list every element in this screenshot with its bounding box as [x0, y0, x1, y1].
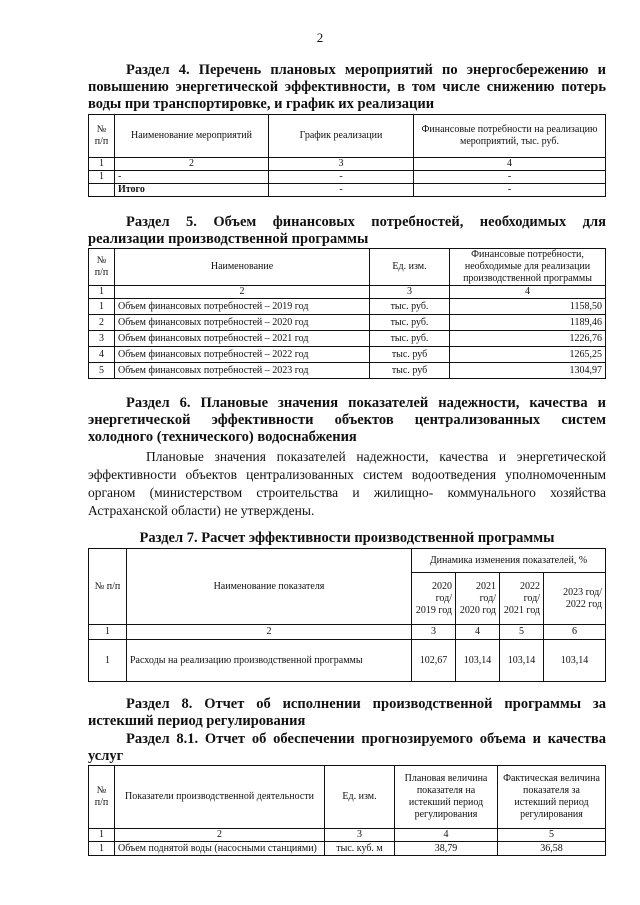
table-cell: 5 — [500, 625, 544, 640]
table-cell: 103,14 — [500, 640, 544, 682]
table-cell: 1 — [89, 640, 127, 682]
table-cell: тыс. руб. — [370, 331, 450, 347]
table-cell: 1 — [89, 625, 127, 640]
table-row — [89, 299, 606, 315]
table-cell: 6 — [544, 625, 606, 640]
table-cell: 4 — [450, 286, 606, 299]
header-cell: № п/п — [89, 249, 115, 286]
table-cell: 103,14 — [456, 640, 500, 682]
section-6-paragraph — [88, 448, 606, 520]
total-label: Итого — [115, 184, 269, 197]
table-cell: Объем финансовых потребностей – 2021 год — [115, 331, 370, 347]
header-cell: График реализации — [269, 115, 414, 158]
table-cell: 4 — [395, 829, 498, 842]
table-row — [89, 286, 606, 299]
table-cell: 1226,76 — [450, 331, 606, 347]
table-row — [89, 829, 606, 842]
header-cell: Ед. изм. — [370, 249, 450, 286]
table-cell: 1 — [89, 842, 115, 856]
section-6-title — [88, 395, 606, 446]
table-cell: 1304,97 — [450, 363, 606, 379]
section-6-title-line-1: Раздел 6. Плановые значения показателей надежности, качества и — [126, 395, 606, 411]
table-row — [89, 363, 606, 379]
table-cell: 4 — [456, 625, 500, 640]
table-cell: 3 — [325, 829, 395, 842]
table-cell: - — [269, 184, 414, 197]
table-cell: 1189,46 — [450, 315, 606, 331]
header-cell: Фактическая величина показателя за истекший период регулирования — [498, 766, 606, 829]
table-cell: тыс. руб. — [370, 315, 450, 331]
table-row — [89, 158, 606, 171]
paragraph-rest: эффективности объектов централизованных систем водоотведения уполномоченным органом (министерством строительства и жилищно- коммунального хозяйства Астраханской области) не утверждены. — [88, 467, 606, 518]
table-cell: Объем поднятой воды (насосными станциями) — [115, 842, 325, 856]
table-row — [89, 347, 606, 363]
table-row — [89, 331, 606, 347]
table-cell: - — [414, 184, 606, 197]
table-cell: 3 — [412, 625, 456, 640]
header-cell: 2021 год/ 2020 год — [456, 573, 500, 625]
section-8-title — [88, 696, 606, 730]
header-cell: Динамика изменения показателей, % — [412, 549, 606, 573]
table-cell: Объем финансовых потребностей – 2022 год — [115, 347, 370, 363]
table-cell: Объем финансовых потребностей – 2019 год — [115, 299, 370, 315]
table-cell: 102,67 — [412, 640, 456, 682]
table-cell: 1 — [89, 829, 115, 842]
header-cell: Наименование — [115, 249, 370, 286]
header-cell: Ед. изм. — [325, 766, 395, 829]
table-row — [89, 842, 606, 856]
table-header-row — [89, 549, 606, 573]
table-cell: 1158,50 — [450, 299, 606, 315]
table-cell: Объем финансовых потребностей – 2020 год — [115, 315, 370, 331]
table-header-row — [89, 115, 606, 158]
table-cell: 4 — [414, 158, 606, 171]
table-row — [89, 625, 606, 640]
table-cell: 3 — [370, 286, 450, 299]
table-row — [89, 171, 606, 184]
section-8-1-title-line-1: Раздел 8.1. Отчет об обеспечении прогнозируемого объема и качества — [126, 731, 606, 747]
table-cell: 3 — [89, 331, 115, 347]
header-cell: № п/п — [89, 115, 115, 158]
report-table — [88, 765, 606, 856]
table-cell: 1265,25 — [450, 347, 606, 363]
table-cell: тыс. руб — [370, 347, 450, 363]
header-cell: Плановая величина показателя на истекший период регулирования — [395, 766, 498, 829]
table-cell: - — [414, 171, 606, 184]
financial-needs-table — [88, 248, 606, 379]
section-4-title-line-1: Раздел 4. Перечень плановых мероприятий по энергосбережению и — [126, 62, 606, 78]
header-cell: № п/п — [89, 766, 115, 829]
table-cell: 2 — [115, 286, 370, 299]
section-8-title-line-1: Раздел 8. Отчет об исполнении производственной программы за — [126, 696, 606, 712]
section-4-title — [88, 62, 606, 113]
header-cell: № п/п — [89, 549, 127, 625]
table-cell: тыс. руб. — [370, 299, 450, 315]
table-row — [89, 640, 606, 682]
paragraph-line-1: Плановые значения показателей надежности, качества и энергетической — [146, 449, 606, 464]
table-cell: 1 — [89, 299, 115, 315]
header-cell: 2020 год/ 2019 год — [412, 573, 456, 625]
table-cell: 1 — [89, 286, 115, 299]
section-6-title-line-3: холодного (технического) водоснабжения — [88, 429, 357, 445]
table-cell: 103,14 — [544, 640, 606, 682]
table-cell: 2 — [127, 625, 412, 640]
table-cell: тыс. куб. м — [325, 842, 395, 856]
table-cell: 2 — [115, 829, 325, 842]
table-cell: 1 — [89, 158, 115, 171]
table-total-row — [89, 184, 606, 197]
header-cell: Показатели производственной деятельности — [115, 766, 325, 829]
page-number: 2 — [316, 30, 324, 45]
section-6-title-line-2: энергетической эффективности объектов централизованных систем — [88, 412, 606, 428]
table-header-row — [89, 766, 606, 829]
section-4-title-line-3: воды при транспортировке, и график их реализации — [88, 96, 435, 112]
header-cell: Финансовые потребности, необходимые для реализации производственной программы — [450, 249, 606, 286]
table-header-row — [89, 249, 606, 286]
measures-table — [88, 114, 606, 197]
header-cell: Финансовые потребности на реализацию мероприятий, тыс. руб. — [414, 115, 606, 158]
efficiency-table — [88, 548, 606, 682]
table-cell: 1 — [89, 171, 115, 184]
table-row — [89, 315, 606, 331]
table-cell: Расходы на реализацию производственной программы — [127, 640, 412, 682]
table-cell: тыс. руб — [370, 363, 450, 379]
table-cell: 2 — [89, 315, 115, 331]
table-cell: 36,58 — [498, 842, 606, 856]
header-cell: 2023 год/ 2022 год — [544, 573, 606, 625]
table-cell: - — [269, 171, 414, 184]
header-cell: 2022 год/ 2021 год — [500, 573, 544, 625]
table-cell: 5 — [498, 829, 606, 842]
table-cell: 38,79 — [395, 842, 498, 856]
header-cell: Наименование показателя — [127, 549, 412, 625]
section-8-1-title-line-2: услуг — [88, 748, 124, 764]
table-cell — [89, 184, 115, 197]
table-cell: 5 — [89, 363, 115, 379]
table-cell: 3 — [269, 158, 414, 171]
table-cell: - — [115, 171, 269, 184]
section-8-1-title — [88, 731, 606, 765]
table-cell: Объем финансовых потребностей – 2023 год — [115, 363, 370, 379]
table-cell: 4 — [89, 347, 115, 363]
section-7-title: Раздел 7. Расчет эффективности производственной программы — [139, 530, 555, 546]
header-cell: Наименование мероприятий — [115, 115, 269, 158]
section-4-title-line-2: повышению энергетической эффективности, в том числе снижению потерь — [88, 79, 606, 95]
section-8-title-line-2: истекший период регулирования — [88, 713, 306, 729]
table-cell: 2 — [115, 158, 269, 171]
section-5-title-line-2: реализации производственной программы — [88, 231, 369, 247]
section-5-title-line-1: Раздел 5. Объем финансовых потребностей, необходимых для — [126, 214, 606, 230]
section-5-title — [88, 214, 606, 248]
